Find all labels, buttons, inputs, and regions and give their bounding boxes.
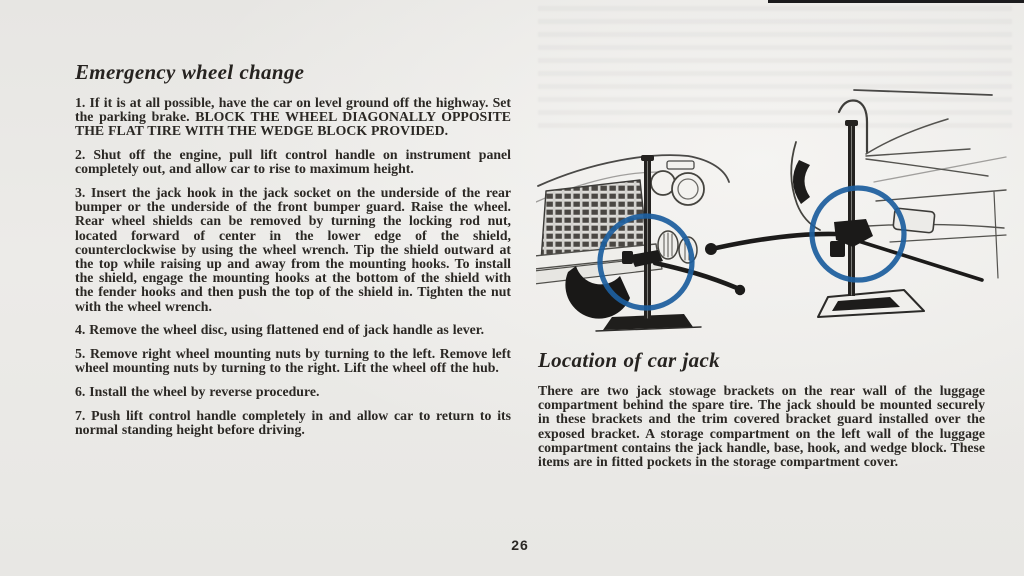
wheel-change-title: Emergency wheel change	[75, 60, 305, 84]
front-jack-illustration	[536, 155, 745, 331]
wheel-change-step-2: 2. Shut off the engine, pull lift control handle on instrument panel completely out, and allow car to rise to maximum height.	[75, 147, 511, 177]
wheel-change-step-6: 6. Install the wheel by reverse procedure.	[75, 383, 320, 399]
rear-jack-handle	[716, 234, 836, 248]
jack-location-body: There are two jack stowage brackets on the rear wall of the luggage compartment behind the spare tire. The jack should be mounted securely in these brackets and the trim covered bracket guard installed over the exposed bracket. A storage compartment on the left wall of the luggage compartment contains the jack handle, base, hook, and wedge block. These items are in fitted pockets in the storage compartment cover.	[538, 383, 985, 470]
wheel-change-step-4: 4. Remove the wheel disc, using flattened end of jack handle as lever.	[75, 322, 485, 338]
rear-jack-illustration	[705, 90, 1006, 317]
jack-location-title: Location of car jack	[538, 348, 720, 372]
wheel-change-step-5: 5. Remove right wheel mounting nuts by turning to the left. Remove left wheel mounting nuts by turning to the right. Lift the wheel off the hub.	[75, 346, 511, 376]
wheel-change-step-3: 3. Insert the jack hook in the jack socket on the underside of the rear bumper or the underside of the front bumper guard. Raise the wheel. Rear wheel shields can be removed by turning the locking rod nut, located forward of center in the lower edge of the shield, counterclockwise by using the wheel wrench. Tip the shield outward at the top while raising up and away from the mounting hooks. To install the shield, engage the mounting hooks at the bottom of the shield with the fender hooks and then push the top of the shield in. Tighten the nut with the wheel wrench.	[75, 185, 511, 314]
page-number: 26	[511, 537, 529, 553]
wheel-change-step-7: 7. Push lift control handle completely in and allow car to return to its normal standing height before driving.	[75, 407, 511, 437]
front-jack-handle	[655, 263, 737, 288]
jack-location-section	[538, 348, 985, 469]
bumper-jack-positions-illustration	[536, 64, 1014, 342]
wheel-change-step-1: 1. If it is at all possible, have the car on level ground off the highway. Set the parking brake. BLOCK THE WHEEL DIAGONALLY OPPOSITE THE FLAT TIRE WITH THE WEDGE BLOCK PROVIDED.	[75, 95, 511, 139]
car-jack-illustration	[536, 64, 1014, 342]
wheel-change-section	[75, 60, 511, 447]
scan-top-edge	[768, 0, 1024, 3]
